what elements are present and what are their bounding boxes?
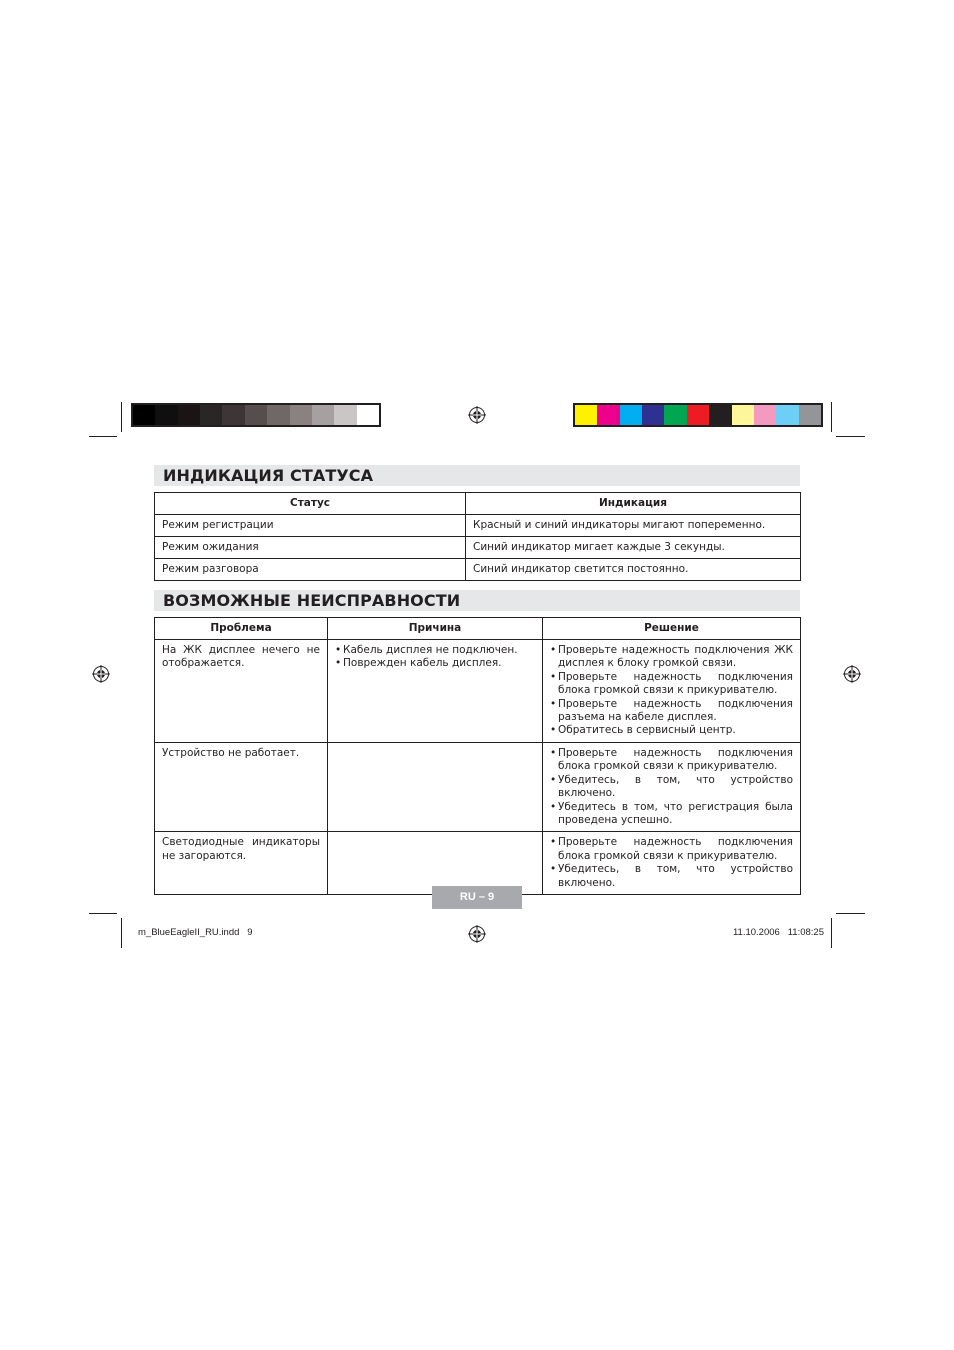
gray-swatch [245, 405, 267, 425]
color-swatch [732, 405, 754, 425]
gray-swatch [357, 405, 379, 425]
problem-cell: Устройство не работает. [155, 743, 328, 832]
troubleshooting-table-header [155, 618, 801, 640]
slug-file-name: m_BlueEagleII_RU.indd 9 [138, 927, 253, 938]
crop-mark-tr-v [831, 402, 832, 432]
color-swatch [687, 405, 709, 425]
list-item: • Проверьте надежность подключения блока громкой связи к прикуривателю. [550, 836, 793, 863]
color-swatch [664, 405, 686, 425]
table-row [155, 640, 801, 743]
crop-mark-tl-h [89, 436, 117, 437]
registration-mark-icon [92, 665, 110, 683]
gray-swatch [200, 405, 222, 425]
registration-mark-icon [468, 925, 486, 943]
column-header: Индикация [466, 493, 801, 515]
cause-cell [328, 743, 543, 832]
solution-cell [543, 743, 801, 832]
color-swatch [776, 405, 798, 425]
gray-swatch [334, 405, 356, 425]
crop-mark-br-v [831, 918, 832, 948]
solution-cell [543, 640, 801, 743]
problem-cell: Светодиодные индикаторы не загораются. [155, 832, 328, 895]
grayscale-color-bar [131, 403, 381, 427]
color-swatch [799, 405, 821, 425]
gray-swatch [155, 405, 177, 425]
crop-mark-tr-h [836, 436, 865, 437]
status-cell: Режим разговора [155, 559, 466, 581]
column-header: Статус [155, 493, 466, 515]
color-swatch [754, 405, 776, 425]
column-header: Решение [543, 618, 801, 640]
color-swatch [575, 405, 597, 425]
column-header: Проблема [155, 618, 328, 640]
troubleshooting-section-heading [154, 590, 800, 611]
color-swatch [620, 405, 642, 425]
list-item: • Поврежден кабель дисплея. [335, 657, 535, 670]
list-item: • Проверьте надежность подключения ЖК дисплея к блоку громкой связи. [550, 644, 793, 671]
list-item: • Кабель дисплея не подключен. [335, 644, 535, 657]
gray-swatch [290, 405, 312, 425]
process-color-bar [573, 403, 823, 427]
table-row [155, 515, 801, 537]
gray-swatch [133, 405, 155, 425]
cause-cell [328, 640, 543, 743]
crop-mark-tl-v [121, 402, 122, 432]
troubleshooting-table [154, 617, 801, 895]
gray-swatch [312, 405, 334, 425]
list-item: • Убедитесь, в том, что устройство включено. [550, 774, 793, 801]
indication-cell: Синий индикатор мигает каждые 3 секунды. [466, 537, 801, 559]
indication-cell: Красный и синий индикаторы мигают попеременно. [466, 515, 801, 537]
solution-cell [543, 832, 801, 895]
table-row [155, 559, 801, 581]
color-swatch [597, 405, 619, 425]
status-table [154, 492, 801, 581]
color-swatch [709, 405, 731, 425]
page-number-badge: RU – 9 [432, 886, 522, 909]
registration-mark-icon [843, 665, 861, 683]
gray-swatch [178, 405, 200, 425]
table-row [155, 743, 801, 832]
list-item: • Обратитесь в сервисный центр. [550, 724, 793, 737]
problem-cell: На ЖК дисплее нечего не отображается. [155, 640, 328, 743]
indication-cell: Синий индикатор светится постоянно. [466, 559, 801, 581]
gray-swatch [222, 405, 244, 425]
crop-mark-br-h [836, 913, 865, 914]
table-row [155, 537, 801, 559]
status-section-heading [154, 465, 800, 486]
list-item: • Убедитесь в том, что регистрация была проведена успешно. [550, 801, 793, 828]
status-heading-text: ИНДИКАЦИЯ СТАТУСА [163, 466, 374, 485]
crop-mark-bl-h [89, 913, 117, 914]
gray-swatch [267, 405, 289, 425]
list-item: • Убедитесь, в том, что устройство включено. [550, 863, 793, 890]
color-swatch [642, 405, 664, 425]
status-cell: Режим ожидания [155, 537, 466, 559]
crop-mark-bl-v [121, 918, 122, 948]
troubleshooting-heading-text: ВОЗМОЖНЫЕ НЕИСПРАВНОСТИ [163, 591, 461, 610]
column-header: Причина [328, 618, 543, 640]
list-item: • Проверьте надежность подключения разъема на кабеле дисплея. [550, 698, 793, 725]
slug-date-time: 11.10.2006 11:08:25 [732, 927, 824, 938]
status-table-header [155, 493, 801, 515]
list-item: • Проверьте надежность подключения блока громкой связи к прикуривателю. [550, 747, 793, 774]
registration-mark-icon [468, 406, 486, 424]
list-item: • Проверьте надежность подключения блока громкой связи к прикуривателю. [550, 671, 793, 698]
status-cell: Режим регистрации [155, 515, 466, 537]
